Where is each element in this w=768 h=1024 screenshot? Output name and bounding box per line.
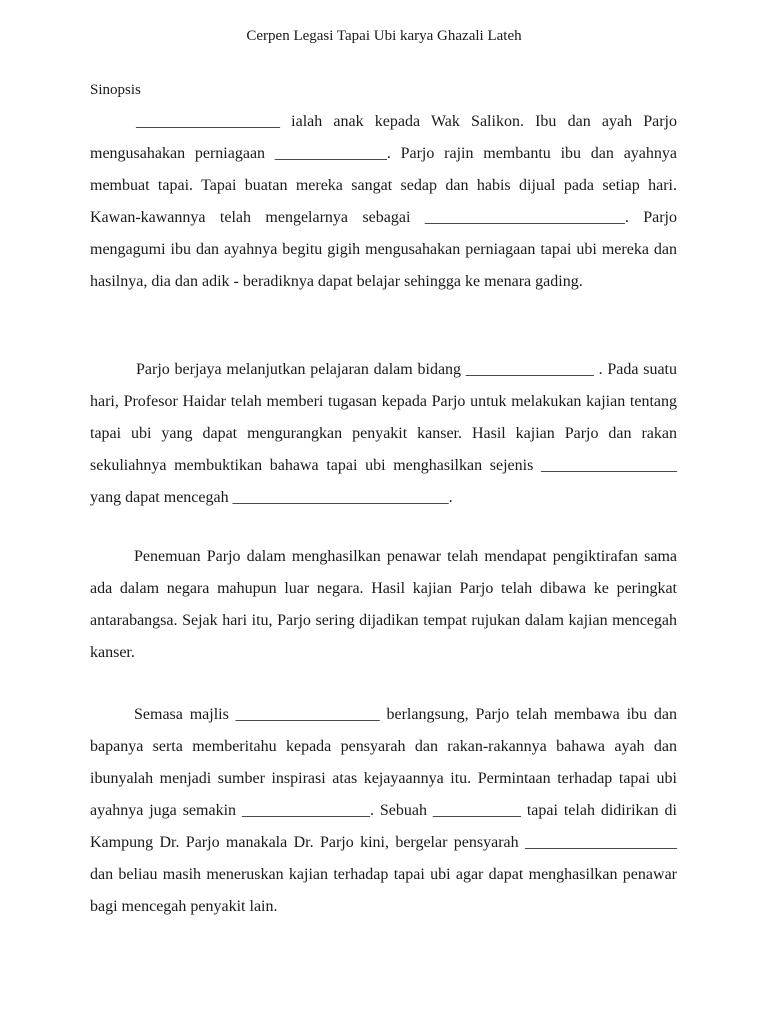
paragraph-1: __________________ ialah anak kepada Wak Salikon. Ibu dan ayah Parjo mengusahakan perniagaan ______________. Parjo rajin membantu ibu dan ayahnya membuat tapai. Tapai buatan mereka sangat sedap dan habis dijual pada setiap hari. Kawan-kawannya telah mengelarnya sebagai _________________________. Parjo mengagumi ibu dan ayahnya begitu gigih mengusahakan perniagaan tapai ubi mereka dan hasilnya, dia dan adik - beradiknya dapat belajar sehingga ke menara gading. bbox=[90, 113, 677, 290]
paragraph-2: Parjo berjaya melanjutkan pelajaran dalam bidang ________________ . Pada suatu hari, Profesor Haidar telah memberi tugasan kepada Parjo untuk melakukan kajian tentang tapai ubi yang dapat mengurangkan penyakit kanser. Hasil kajian Parjo dan rakan sekuliahnya membuktikan bahawa tapai ubi menghasilkan sejenis _________________ yang dapat mencegah ___________________________. bbox=[90, 361, 677, 506]
paragraph-4: Semasa majlis __________________ berlangsung, Parjo telah membawa ibu dan bapanya serta memberitahu kepada pensyarah dan rakan-rakannya bahawa ayah dan ibunyalah menjadi sumber inspirasi atas kejayaannya itu. Permintaan terhadap tapai ubi ayahnya juga semakin ________________. Sebuah ___________ tapai telah didirikan di Kampung Dr. Parjo manakala Dr. Parjo kini, bergelar pensyarah ___________________ dan beliau masih meneruskan kajian terhadap tapai ubi agar dapat menghasilkan penawar bagi mencegah penyakit lain. bbox=[90, 706, 677, 915]
section-heading-sinopsis: Sinopsis bbox=[90, 82, 141, 98]
paragraph-3: Penemuan Parjo dalam menghasilkan penawar telah mendapat pengiktirafan sama ada dalam negara mahupun luar negara. Hasil kajian Parjo telah dibawa ke peringkat antarabangsa. Sejak hari itu, Parjo sering dijadikan tempat rujukan dalam kajian mencegah kanser. bbox=[90, 548, 677, 661]
document-title: Cerpen Legasi Tapai Ubi karya Ghazali Lateh bbox=[246, 28, 522, 44]
